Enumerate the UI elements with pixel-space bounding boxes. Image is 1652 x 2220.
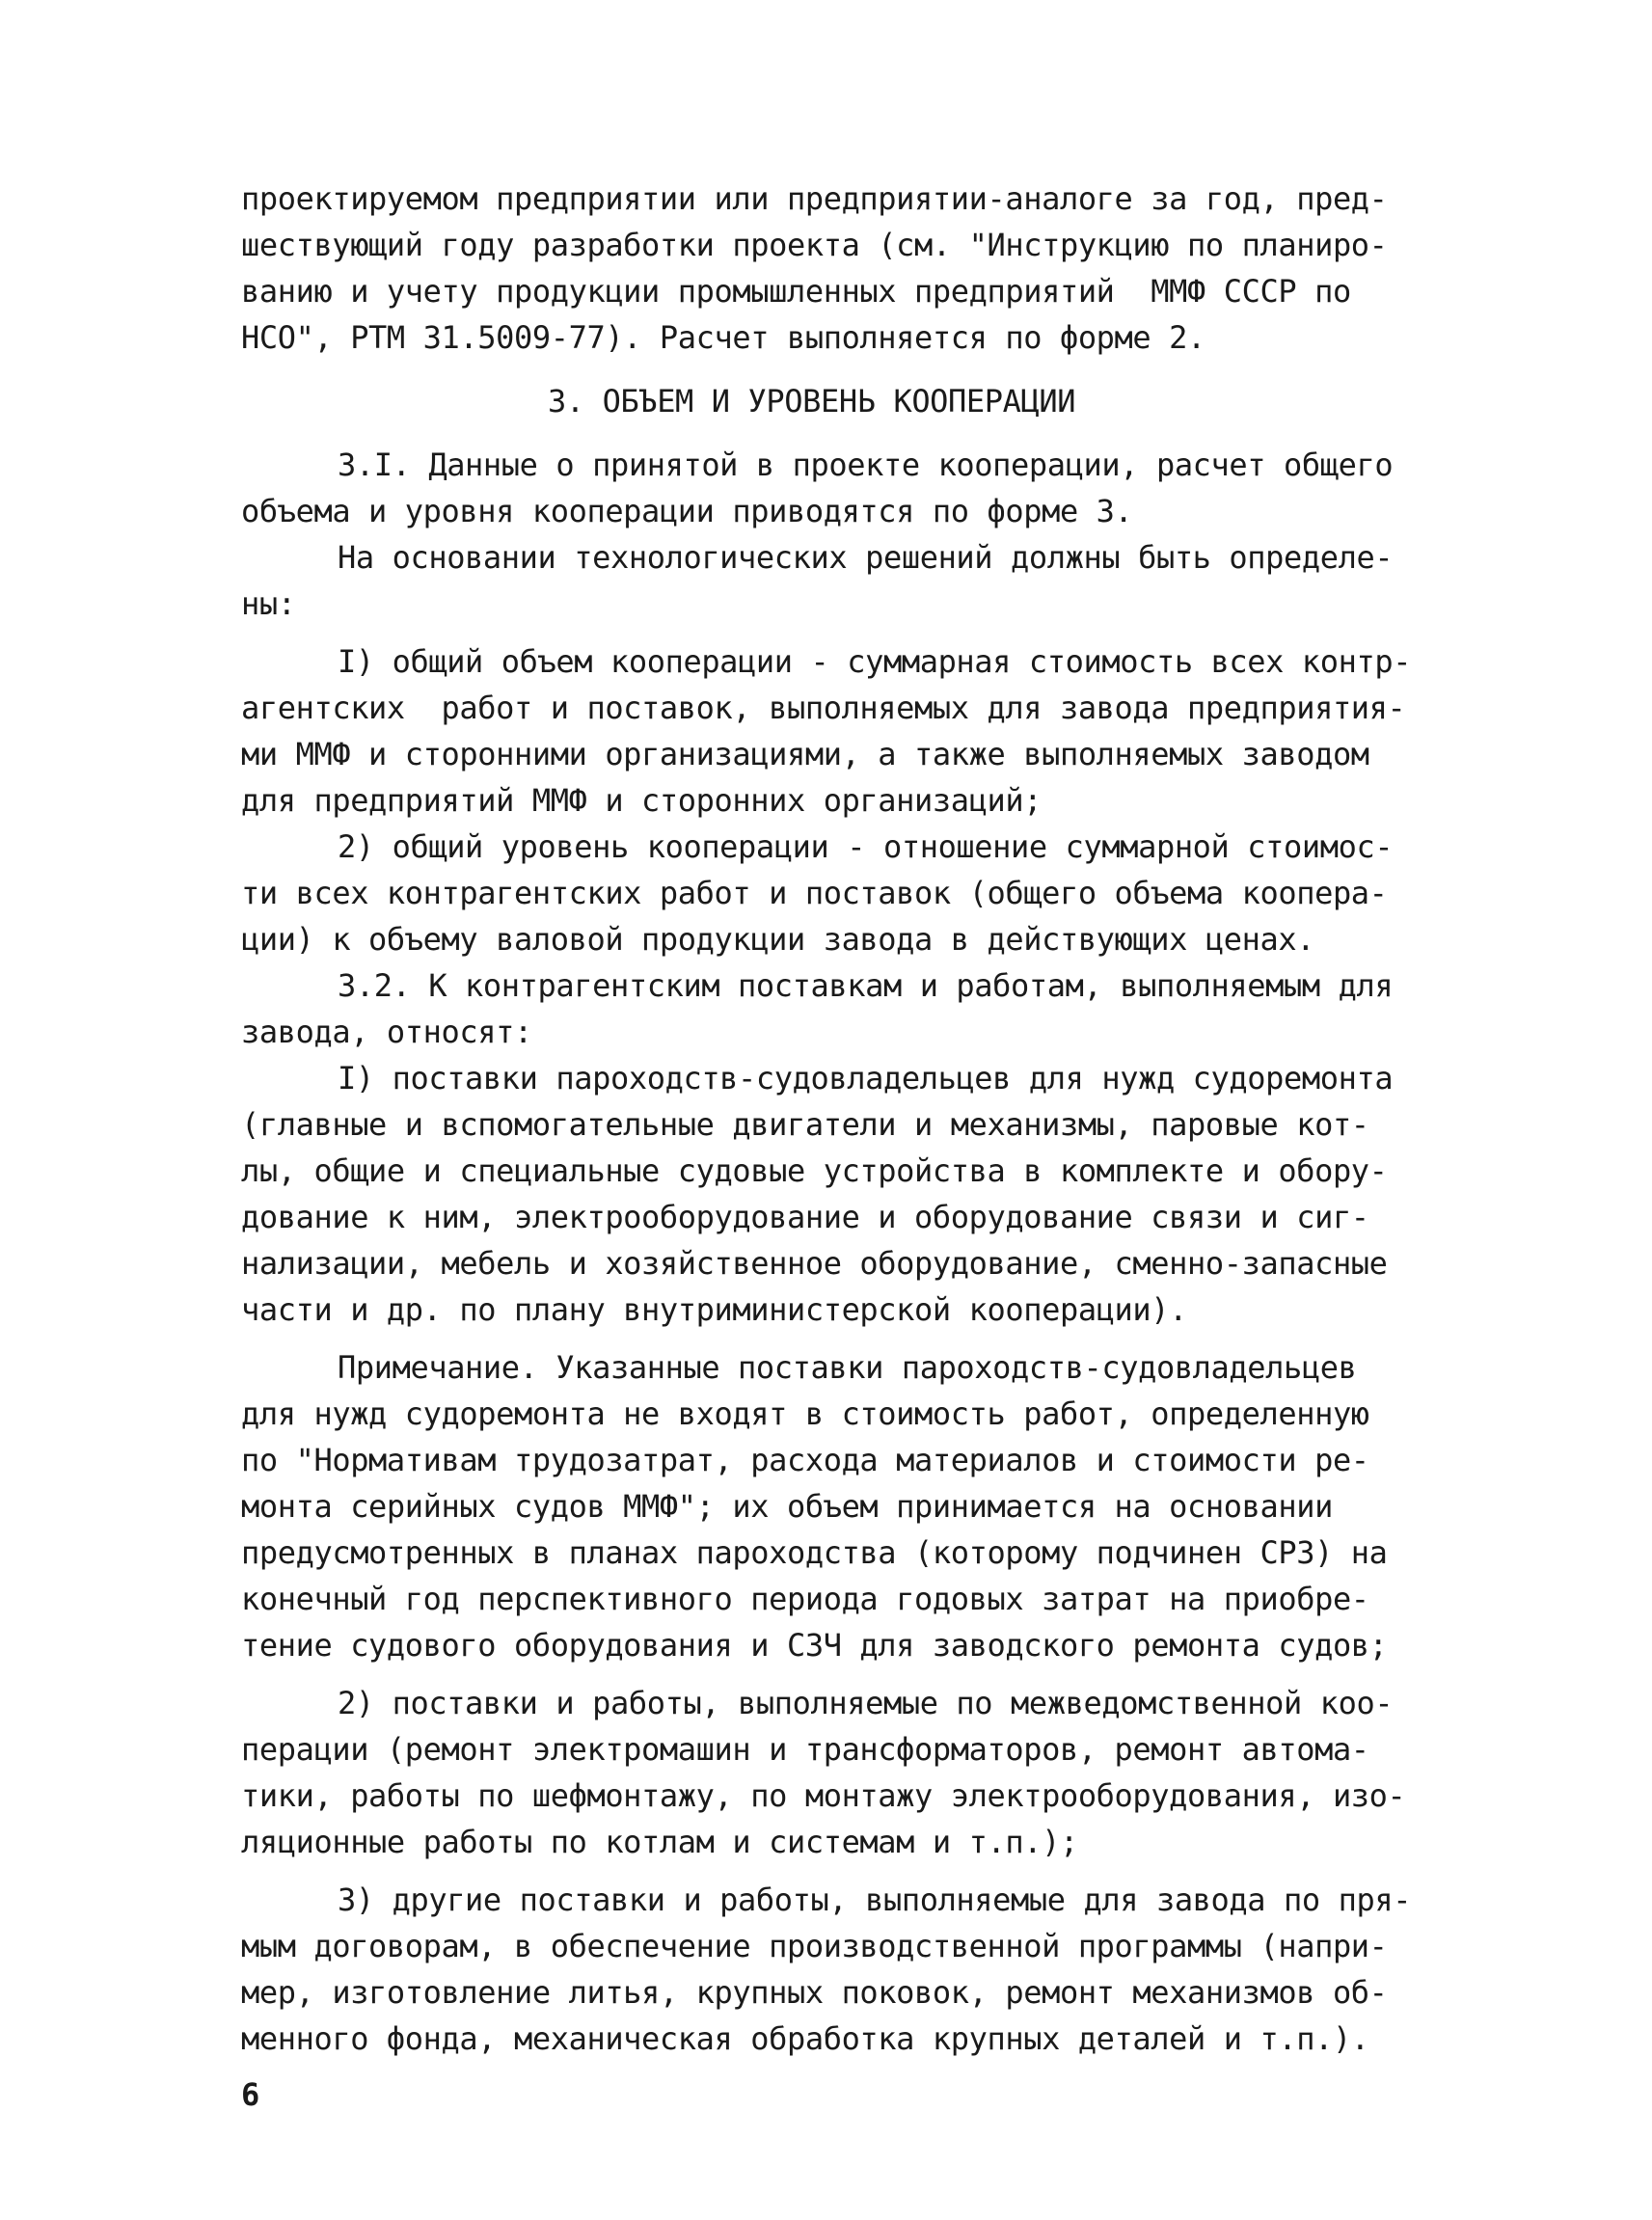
text-line: перации (ремонт электромашин и трансформаторов, ремонт автома- — [241, 1731, 1369, 1768]
text-line: Примечание. Указанные поставки пароходств-судовладельцев — [338, 1349, 1357, 1386]
text-line: ляционные работы по котлам и системам и т.п.); — [241, 1824, 1078, 1860]
sub-item-1 — [241, 1055, 1485, 1333]
text-line: части и др. по плану внутриминистерской кооперации). — [241, 1291, 1188, 1328]
text-line: I) поставки пароходств-судовладельцев для нужд судоремонта — [338, 1060, 1394, 1096]
text-line: 3) другие поставки и работы, выполняемые для завода по пря- — [338, 1882, 1412, 1918]
text-line: по "Нормативам трудозатрат, расхода материалов и стоимости ре- — [241, 1442, 1369, 1478]
text-line: ванию и учету продукции промышленных предприятий ММФ СССР по — [241, 273, 1351, 310]
text-line: мым договорам, в обеспечение производственной программы (напри- — [241, 1928, 1388, 1964]
text-line: ми ММФ и сторонними организациями, а также выполняемых заводом — [241, 736, 1369, 772]
text-line: НСО", РТМ 31.5009-77). Расчет выполняется по форме 2. — [241, 319, 1205, 356]
text-line: 2) поставки и работы, выполняемые по межведомственной коо- — [338, 1685, 1394, 1721]
paragraph-continuation — [241, 176, 1485, 361]
paragraph-intro — [241, 534, 1485, 627]
text-line: нализации, мебель и хозяйственное оборудование, сменно-запасные — [241, 1245, 1388, 1282]
document-body — [241, 176, 1485, 2062]
text-line: лы, общие и специальные судовые устройства в комплекте и обору- — [241, 1152, 1388, 1189]
text-line: монта серийных судов ММФ"; их объем принимается на основании — [241, 1488, 1333, 1525]
page-number: 6 — [241, 2076, 260, 2113]
text-line: проектируемом предприятии или предприятии-аналоге за год, пред- — [241, 180, 1388, 217]
text-line: предусмотренных в планах пароходства (которому подчинен СРЗ) на — [241, 1534, 1388, 1571]
text-line: ции) к объему валовой продукции завода в действующих ценах. — [241, 921, 1315, 958]
text-line: (главные и вспомогательные двигатели и механизмы, паровые кот- — [241, 1106, 1369, 1143]
section-heading: 3. ОБЪЕМ И УРОВЕНЬ КООПЕРАЦИИ — [548, 383, 1076, 420]
paragraph-3-2 — [241, 962, 1485, 1055]
sub-item-3 — [241, 1877, 1485, 2062]
text-line: для нужд судоремонта не входят в стоимость работ, определенную — [241, 1395, 1369, 1432]
text-line: менного фонда, механическая обработка крупных деталей и т.п.). — [241, 2020, 1369, 2057]
text-line: тики, работы по шефмонтажу, по монтажу электрооборудования, изо- — [241, 1777, 1406, 1814]
sub-item-2 — [241, 1680, 1485, 1865]
text-line: для предприятий ММФ и сторонних организаций; — [241, 782, 1043, 819]
text-line: 3.2. К контрагентским поставкам и работам, выполняемым для — [338, 967, 1394, 1004]
text-line: На основании технологических решений должны быть определе- — [338, 539, 1394, 576]
text-line: 3.I. Данные о принятой в проекте кооперации, расчет общего — [338, 447, 1394, 483]
text-line: агентских работ и поставок, выполняемых для завода предприятия- — [241, 690, 1406, 726]
text-line: тение судового оборудования и СЗЧ для заводского ремонта судов; — [241, 1627, 1388, 1664]
text-line: 2) общий уровень кооперации - отношение суммарной стоимос- — [338, 828, 1394, 865]
text-line: шествующий году разработки проекта (см. "Инструкцию по планиро- — [241, 227, 1388, 263]
text-line: I) общий объем кооперации - суммарная стоимость всех контр- — [338, 643, 1412, 680]
list-item-1 — [241, 638, 1485, 824]
text-line: конечный год перспективного периода годовых затрат на приобре- — [241, 1581, 1369, 1617]
text-line: ти всех контрагентских работ и поставок (общего объема коопера- — [241, 875, 1388, 911]
note — [241, 1344, 1485, 1668]
text-line: дование к ним, электрооборудование и оборудование связи и сиг- — [241, 1199, 1369, 1235]
text-line: объема и уровня кооперации приводятся по форме 3. — [241, 493, 1133, 529]
list-item-2 — [241, 824, 1485, 962]
text-line: мер, изготовление литья, крупных поковок, ремонт механизмов об- — [241, 1974, 1388, 2011]
paragraph-3-1 — [241, 442, 1485, 534]
text-line: ны: — [241, 585, 296, 622]
text-line: завода, относят: — [241, 1014, 532, 1050]
